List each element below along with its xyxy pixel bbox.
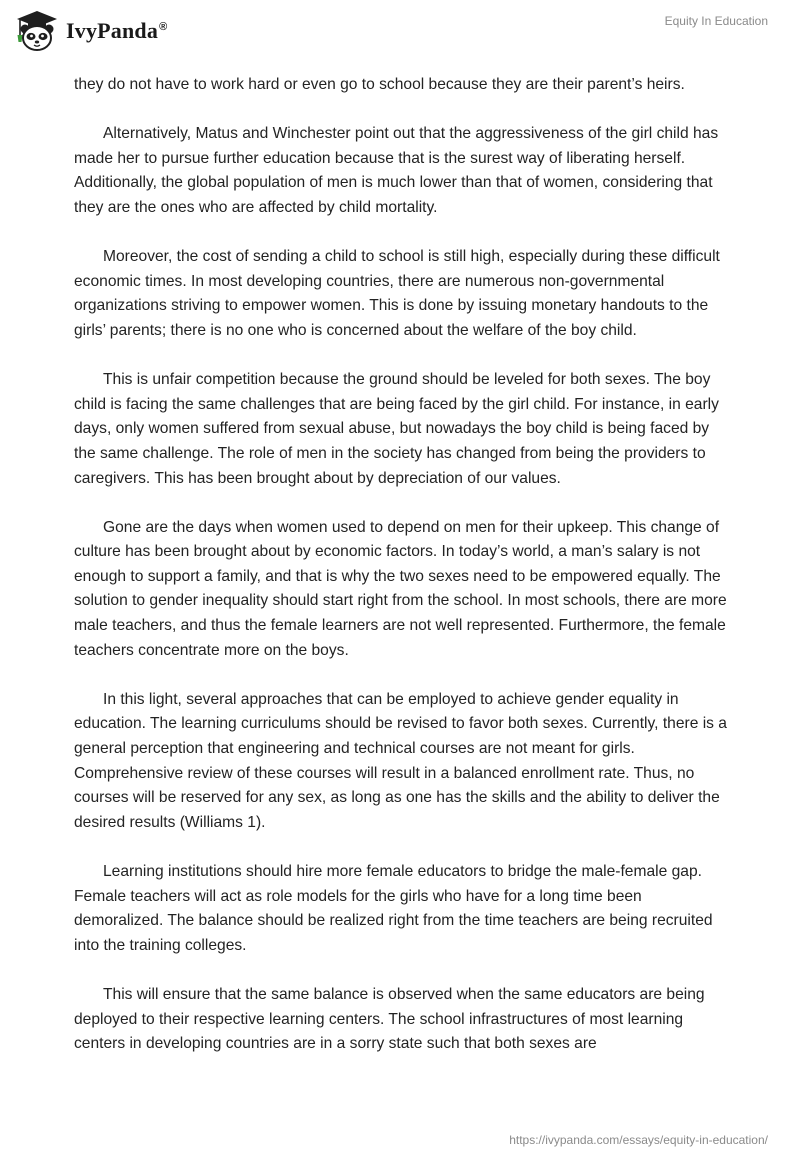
document-title: Equity In Education: [664, 14, 768, 28]
paragraph: This is unfair competition because the ground should be leveled for both sexes. The boy child is facing the same challenges that are being faced by the girl child. For instance, in early days, only women suffered from sexual abuse, but nowadays the boy child is being faced by the same challenge. The role of men in the society has changed from being the providers to caregivers. This has been brought about by depreciation of our values.: [74, 371, 719, 487]
essay-body: [74, 73, 734, 1081]
panda-graduate-icon: [14, 8, 60, 54]
brand-name: [66, 18, 167, 44]
paragraph: This will ensure that the same balance is observed when the same educators are being deployed to their respective learning centers. The school infrastructures of most learning centers in developing countries are in a sorry state such that both sexes are: [74, 985, 705, 1053]
paragraph: In this light, several approaches that can be employed to achieve gender equality in education. The learning curriculums should be revised to favor both sexes. Currently, there is a general perception that engineering and technical courses are not meant for girls. Comprehensive review of these courses will result in a balanced enrollment rate. Thus, no courses will be reserved for any sex, as long as one has the skills and the ability to deliver the desired results (Williams 1).: [74, 690, 727, 831]
paragraph: they do not have to work hard or even go to school because they are their parent’s heirs.: [74, 76, 685, 93]
paragraph: Learning institutions should hire more female educators to bridge the male-female gap. Female teachers will act as role models for the girls who have for a long time been demoralized. The balance should be realized right from the time teachers are being recruited into the training colleges.: [74, 863, 713, 954]
paragraph: Gone are the days when women used to depend on men for their upkeep. This change of culture has been brought about by economic factors. In today’s world, a man’s salary is not enough to support a family, and that is why the two sexes need to be empowered equally. The solution to gender inequality should start right from the school. In most schools, there are more male teachers, and thus the female learners are not well represented. Furthermore, the female teachers concentrate more on the boys.: [74, 518, 727, 659]
brand-text: IvyPanda: [66, 18, 159, 43]
paragraph: Alternatively, Matus and Winchester point out that the aggressiveness of the girl child has made her to pursue further education because that is the surest way of liberating herself. Additionally, the global population of men is much lower than that of women, considering that they are the ones who are affected by child mortality.: [74, 125, 719, 216]
registered-mark: ®: [159, 20, 168, 33]
page-header: [0, 0, 800, 70]
source-url[interactable]: https://ivypanda.com/essays/equity-in-education/: [509, 1133, 768, 1147]
ivypanda-logo[interactable]: [14, 8, 167, 54]
paragraph: Moreover, the cost of sending a child to school is still high, especially during these difficult economic times. In most developing countries, there are numerous non-governmental organizations striving to empower women. This is done by issuing monetary handouts to the girls’ parents; there is no one who is concerned about the welfare of the boy child.: [74, 248, 720, 339]
